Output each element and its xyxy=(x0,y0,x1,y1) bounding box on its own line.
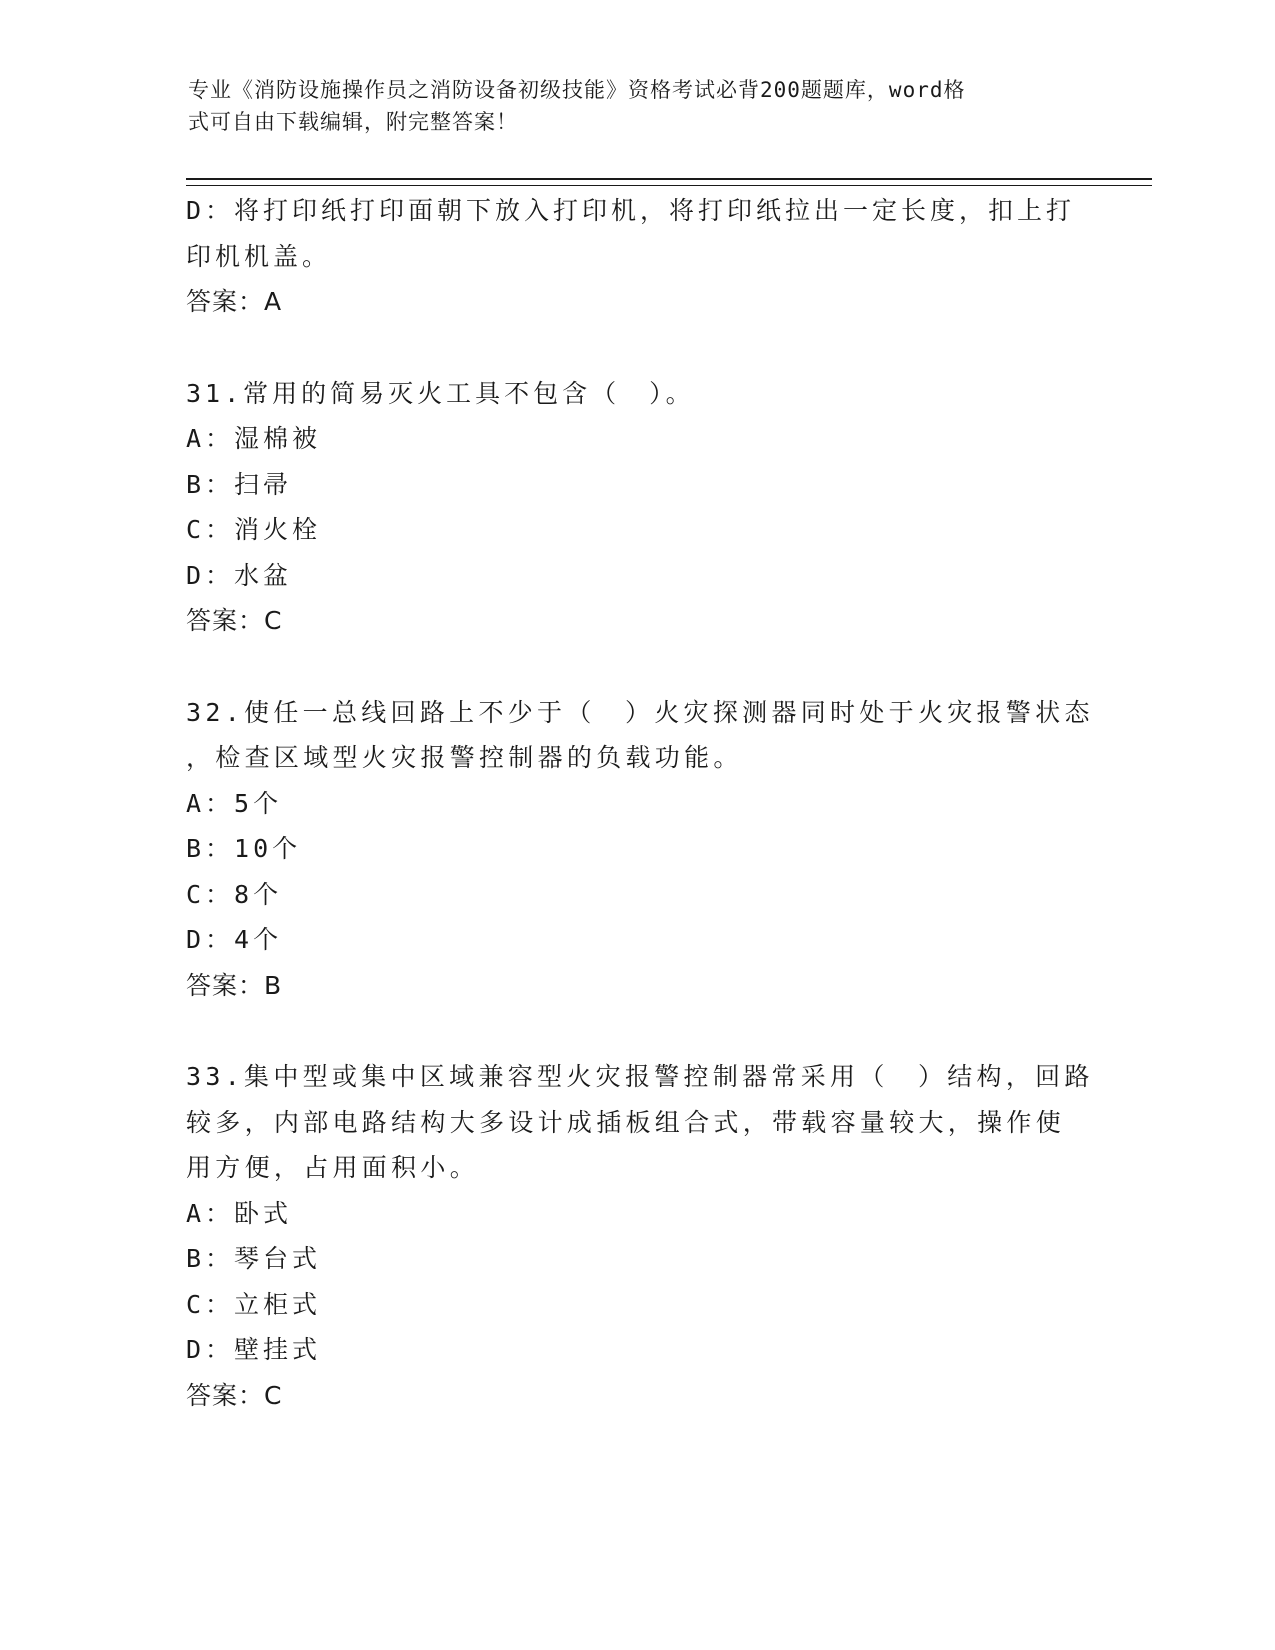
option-d: D：壁挂式 xyxy=(186,1335,322,1364)
carryover-question xyxy=(186,188,1086,325)
answer-line: 答案：A xyxy=(186,287,283,316)
spacer xyxy=(186,644,1086,690)
answer-line: 答案：C xyxy=(186,1380,283,1410)
answer-line: 答案：B xyxy=(186,970,283,1000)
spacer xyxy=(186,325,1086,371)
page-header xyxy=(188,74,1068,138)
header-divider xyxy=(186,178,1152,186)
option-d-line-1: D：将打印纸打印面朝下放入打印机，将打印纸拉出一定长度，扣上打 xyxy=(186,196,1076,225)
spacer xyxy=(186,1008,1086,1054)
option-b: B：扫帚 xyxy=(186,469,293,499)
question-32 xyxy=(186,690,1094,1009)
document-body xyxy=(186,188,1094,1418)
answer-line: 答案：C xyxy=(186,606,283,635)
option-c: C：8个 xyxy=(186,879,283,909)
question-33 xyxy=(186,1054,1094,1418)
option-c: C：立柜式 xyxy=(186,1289,322,1319)
option-a: A：卧式 xyxy=(186,1198,293,1228)
option-a: A：5个 xyxy=(186,788,283,818)
option-d-line-2: 印机机盖。 xyxy=(186,241,332,271)
option-a: A：湿棉被 xyxy=(186,424,322,453)
document-title-line-1: 专业《消防设施操作员之消防设备初级技能》资格考试必背200题题库，word格 xyxy=(188,78,966,102)
option-c: C：消火栓 xyxy=(186,515,322,544)
question-31 xyxy=(186,371,1086,644)
option-d: D：水盆 xyxy=(186,560,293,590)
option-b: B：琴台式 xyxy=(186,1244,322,1273)
question-stem-continued: 较多，内部电路结构大多设计成插板组合式，带载容量较大，操作使 xyxy=(186,1107,1066,1137)
question-stem-continued: 用方便，占用面积小。 xyxy=(186,1153,480,1182)
option-d: D：4个 xyxy=(186,925,283,954)
option-b: B：10个 xyxy=(186,834,302,863)
question-stem-continued: ，检查区域型火灾报警控制器的负载功能。 xyxy=(186,743,743,772)
document-title-line-2: 式可自由下载编辑，附完整答案！ xyxy=(188,110,518,134)
question-stem: 33.集中型或集中区域兼容型火灾报警控制器常采用（ ）结构，回路 xyxy=(186,1062,1094,1091)
question-stem: 32.使任一总线回路上不少于（ ）火灾探测器同时处于火灾报警状态 xyxy=(186,697,1094,727)
question-stem: 31.常用的简易灭火工具不包含（ ）。 xyxy=(186,378,695,408)
